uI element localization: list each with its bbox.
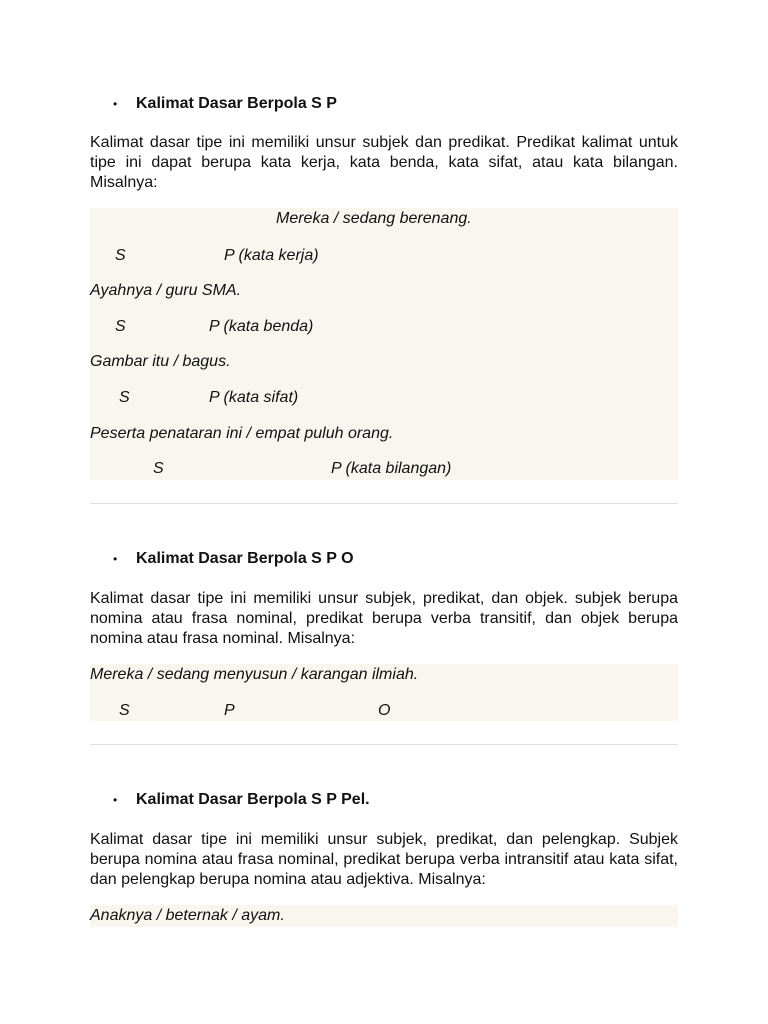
bullet-marker: • (113, 97, 118, 111)
section-description-sppel: Kalimat dasar tipe ini memiliki unsur subjek, predikat, dan pelengkap. Subjek berupa nomina atau frasa nominal, predikat berupa verba intransitif atau kata sifat, dan pelengkap berupa nomina atau adjektiva. Misalnya: (90, 831, 678, 888)
section-divider (90, 503, 678, 504)
bullet-marker: • (113, 793, 118, 807)
example-sentence: Gambar itu / bagus. (90, 353, 231, 370)
subject-label: S (115, 247, 126, 264)
section-heading-spo: Kalimat Dasar Berpola S P O (136, 550, 354, 567)
example-sentence: Mereka / sedang menyusun / karangan ilmiah. (90, 666, 419, 683)
subject-label: S (119, 702, 130, 719)
subject-label: S (119, 389, 130, 406)
predicate-label: P (kata kerja) (224, 247, 319, 264)
example-sentence: Anaknya / beternak / ayam. (90, 907, 285, 924)
subject-label: S (153, 460, 164, 477)
example-sentence: Peserta penataran ini / empat puluh orang. (90, 425, 394, 442)
example-sentence: Ayahnya / guru SMA. (90, 282, 242, 299)
example-block-spo (90, 664, 678, 721)
predicate-label: P (kata sifat) (209, 389, 299, 406)
section-description-spo: Kalimat dasar tipe ini memiliki unsur subjek, predikat, dan objek. subjek berupa nomina atau frasa nominal, predikat berupa verba transitif, dan objek berupa nomina atau frasa nominal. Misalnya: (90, 590, 678, 647)
subject-label: S (115, 318, 126, 335)
section-divider (90, 744, 678, 745)
example-sentence: Mereka / sedang berenang. (276, 210, 472, 227)
predicate-label: P (224, 702, 235, 719)
section-heading-sppel: Kalimat Dasar Berpola S P Pel. (136, 791, 370, 808)
object-label: O (378, 702, 391, 719)
example-block-sp (90, 208, 678, 480)
bullet-marker: • (113, 552, 118, 566)
section-heading-sp: Kalimat Dasar Berpola S P (136, 95, 337, 112)
predicate-label: P (kata bilangan) (331, 460, 452, 477)
predicate-label: P (kata benda) (209, 318, 314, 335)
example-block-sppel (90, 905, 678, 927)
section-description-sp: Kalimat dasar tipe ini memiliki unsur subjek dan predikat. Predikat kalimat untuk tipe ini dapat berupa kata kerja, kata benda, kata sifat, atau kata bilangan. Misalnya: (90, 134, 678, 191)
